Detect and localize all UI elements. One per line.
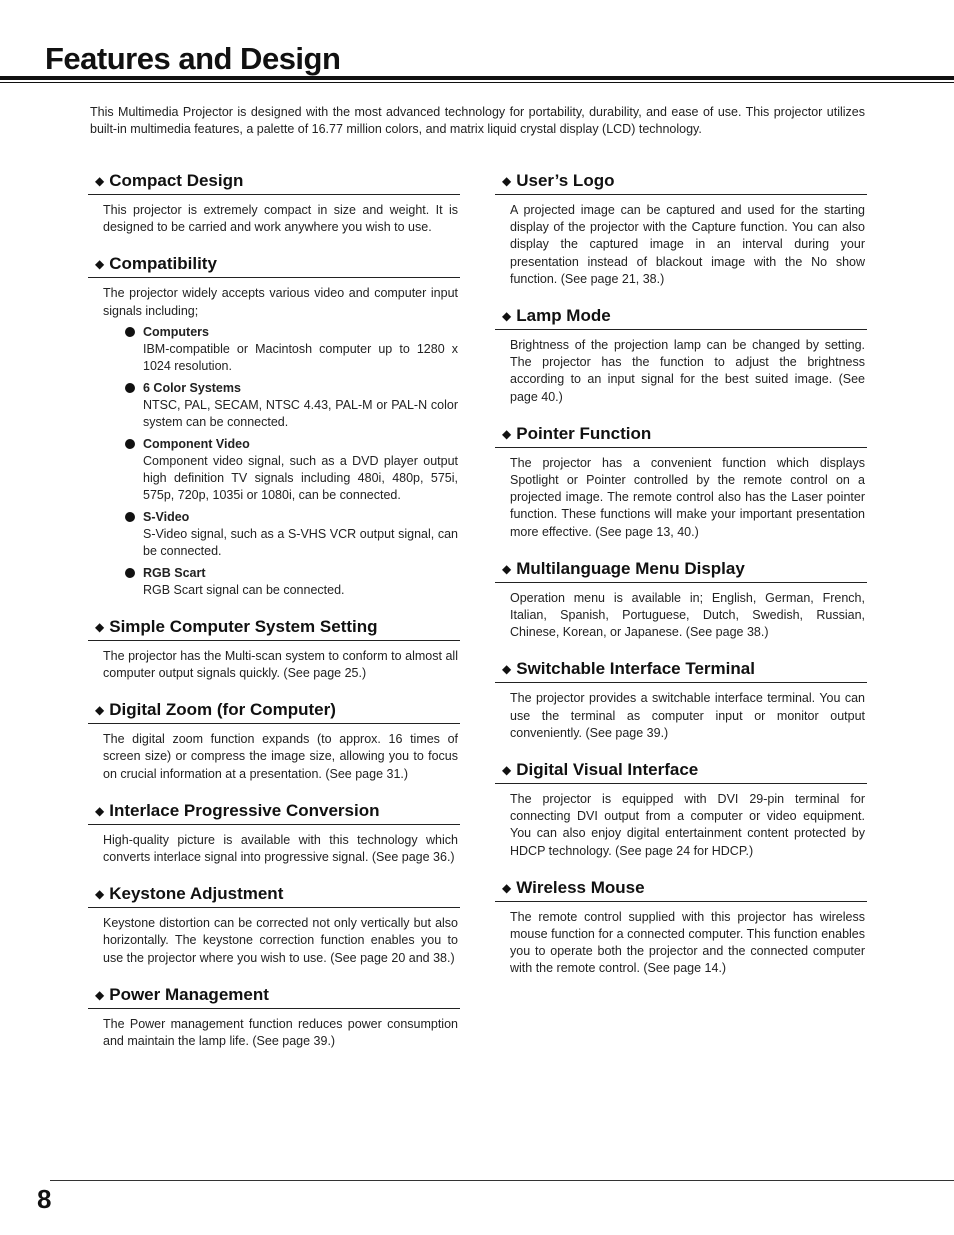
list-item — [125, 324, 458, 375]
section-body: A projected image can be captured and used for the starting display of the projector with the Capture function. You can also display the captured image in an interval during your presentation instead of blackout image with the No show function. (See page 21, 38.) — [510, 203, 865, 286]
section-heading-text: Wireless Mouse — [516, 877, 645, 897]
section-users-logo — [495, 170, 867, 288]
section-body: The digital zoom function expands (to approx. 16 times of screen size) or compress the image size, allowing you to focus on crucial information at a presentation. (See page 31.) — [103, 732, 458, 781]
section-heading-text: Keystone Adjustment — [109, 884, 284, 904]
section-heading — [88, 170, 460, 195]
section-heading — [495, 423, 867, 448]
section-heading-text: Digital Visual Interface — [516, 760, 699, 780]
section-heading-text: Multilanguage Menu Display — [516, 558, 745, 578]
section-body: Operation menu is available in; English, German, French, Italian, Spanish, Portuguese, Dutch, Swedish, Russian, Chinese, Korean, or Japanese. (See page 38.) — [510, 590, 865, 640]
section-heading-text: User’s Logo — [516, 171, 615, 190]
section-heading — [495, 170, 867, 195]
section-heading-text: Compact Design — [109, 171, 244, 190]
section-heading — [88, 883, 460, 908]
section-heading — [88, 699, 460, 724]
section-body: The Power management function reduces power consumption and maintain the lamp life. (See page 39.) — [103, 1016, 458, 1049]
list-item — [125, 509, 458, 560]
section-heading — [495, 759, 867, 784]
diamond-icon: ◆ — [95, 887, 105, 902]
diamond-icon: ◆ — [502, 174, 512, 188]
section-body: This projector is extremely compact in size and weight. It is designed to be carried and work anywhere you wish to use. — [103, 203, 458, 235]
diamond-icon: ◆ — [95, 619, 105, 634]
list-item — [125, 436, 458, 504]
list-item-title: Computers — [143, 324, 209, 339]
diamond-icon: ◆ — [95, 257, 105, 272]
diamond-icon: ◆ — [502, 763, 512, 778]
list-item-title: RGB Scart — [143, 565, 206, 580]
section-body: Brightness of the projection lamp can be changed by setting. The projector has the function to adjust the brightness according to an input signal for the best suited image. (See page 40.) — [510, 338, 865, 404]
section-pointer-function — [495, 423, 867, 541]
section-body: The projector provides a switchable interface terminal. You can use the terminal as computer input or monitor output conveniently. (See page 39.) — [510, 691, 865, 740]
section-digital-visual-interface — [495, 759, 867, 860]
section-heading-text: Digital Zoom (for Computer) — [109, 700, 336, 720]
section-keystone-adjustment — [88, 883, 460, 967]
section-digital-zoom — [88, 699, 460, 783]
list-item-title: S-Video — [143, 509, 190, 524]
list-item-text: RGB Scart signal can be connected. — [143, 582, 345, 597]
section-heading-text: Interlace Progressive Conversion — [109, 800, 380, 820]
diamond-icon: ◆ — [95, 174, 105, 188]
diamond-icon: ◆ — [502, 561, 512, 576]
list-item-title: Component Video — [143, 436, 250, 451]
diamond-icon: ◆ — [95, 703, 105, 718]
list-item — [125, 380, 458, 431]
list-item-text: Component video signal, such as a DVD player output high definition TV signals including 480i, 480p, 575i, 575p, 720p, 1035i or 1080i, can be connected. — [143, 453, 458, 502]
intro-paragraph: This Multimedia Projector is designed with the most advanced technology for portability, durability, and ease of use. This projector utilizes built-in multimedia features, a palette of 16.77 million colors, and matrix liquid crystal display (LCD) technology. — [90, 105, 865, 136]
section-heading — [88, 253, 460, 278]
section-heading — [88, 984, 460, 1009]
section-compact-design — [88, 170, 460, 236]
footer-rule — [50, 1180, 954, 1181]
page-number: 8 — [37, 1184, 52, 1214]
filled-circle-icon — [125, 383, 135, 393]
section-power-management — [88, 984, 460, 1050]
section-heading-text: Simple Computer System Setting — [109, 616, 378, 636]
title-rule — [0, 76, 954, 80]
list-item-text: S-Video signal, such as a S-VHS VCR output signal, can be connected. — [143, 526, 458, 558]
section-body: The projector is equipped with DVI 29-pin terminal for connecting DVI output from a computer or video equipment. You can also enjoy digital entertainment content protected by HDCP technology. (See page 24 for HDCP.) — [510, 792, 865, 858]
section-multilanguage-menu-display — [495, 558, 867, 642]
section-body: High-quality picture is available with this technology which converts interlace signal into progressive signal. (See page 36.) — [103, 832, 458, 865]
section-heading-text: Lamp Mode — [516, 306, 611, 326]
title-rule-thin — [0, 82, 954, 83]
section-switchable-interface-terminal — [495, 658, 867, 742]
list-item-text: NTSC, PAL, SECAM, NTSC 4.43, PAL-M or PAL-N color system can be connected. — [143, 397, 458, 429]
list-item-text: IBM-compatible or Macintosh computer up to 1280 x 1024 resolution. — [143, 341, 458, 373]
section-body: The projector widely accepts various video and computer input signals including; — [103, 286, 458, 318]
section-body: The remote control supplied with this projector has wireless mouse function for a connected computer. This function enables you to operate both the projector and the connected computer with the remote control. (See page 14.) — [510, 909, 865, 976]
section-heading — [495, 877, 867, 902]
section-heading-text: Pointer Function — [516, 423, 652, 443]
section-heading — [495, 305, 867, 330]
diamond-icon: ◆ — [502, 309, 512, 324]
section-wireless-mouse — [495, 877, 867, 978]
signal-list — [88, 320, 460, 599]
section-heading — [88, 800, 460, 825]
section-heading-text: Switchable Interface Terminal — [516, 659, 755, 679]
section-heading — [88, 616, 460, 641]
filled-circle-icon — [125, 568, 135, 578]
filled-circle-icon — [125, 327, 135, 337]
section-heading — [495, 558, 867, 583]
section-heading — [495, 658, 867, 683]
list-item — [125, 565, 458, 599]
diamond-icon: ◆ — [95, 987, 105, 1002]
list-item-title: 6 Color Systems — [143, 380, 241, 395]
section-interlace-progressive-conversion — [88, 800, 460, 866]
diamond-icon: ◆ — [502, 662, 512, 677]
section-compatibility — [88, 253, 460, 598]
filled-circle-icon — [125, 512, 135, 522]
left-column — [88, 170, 460, 1067]
section-heading-text: Compatibility — [109, 254, 217, 274]
diamond-icon: ◆ — [502, 880, 512, 895]
filled-circle-icon — [125, 439, 135, 449]
section-lamp-mode — [495, 305, 867, 406]
section-body: Keystone distortion can be corrected not only vertically but also horizontally. The keystone correction function enables you to use the projector where you wish to use. (See page 20 and 38.) — [103, 916, 458, 965]
section-simple-computer-system-setting — [88, 616, 460, 682]
right-column — [495, 170, 867, 995]
section-body: The projector has a convenient function which displays Spotlight or Pointer controlled by the remote control on a projected image. The remote control also has the Laser pointer function. These functions will make your important presentation more effective. (See page 13, 40.) — [510, 455, 865, 539]
diamond-icon: ◆ — [502, 426, 512, 441]
section-body: The projector has the Multi-scan system to conform to almost all computer output signals quickly. (See page 25.) — [103, 648, 458, 681]
diamond-icon: ◆ — [95, 803, 105, 818]
section-heading-text: Power Management — [109, 984, 269, 1004]
page-title: Features and Design — [45, 41, 341, 76]
